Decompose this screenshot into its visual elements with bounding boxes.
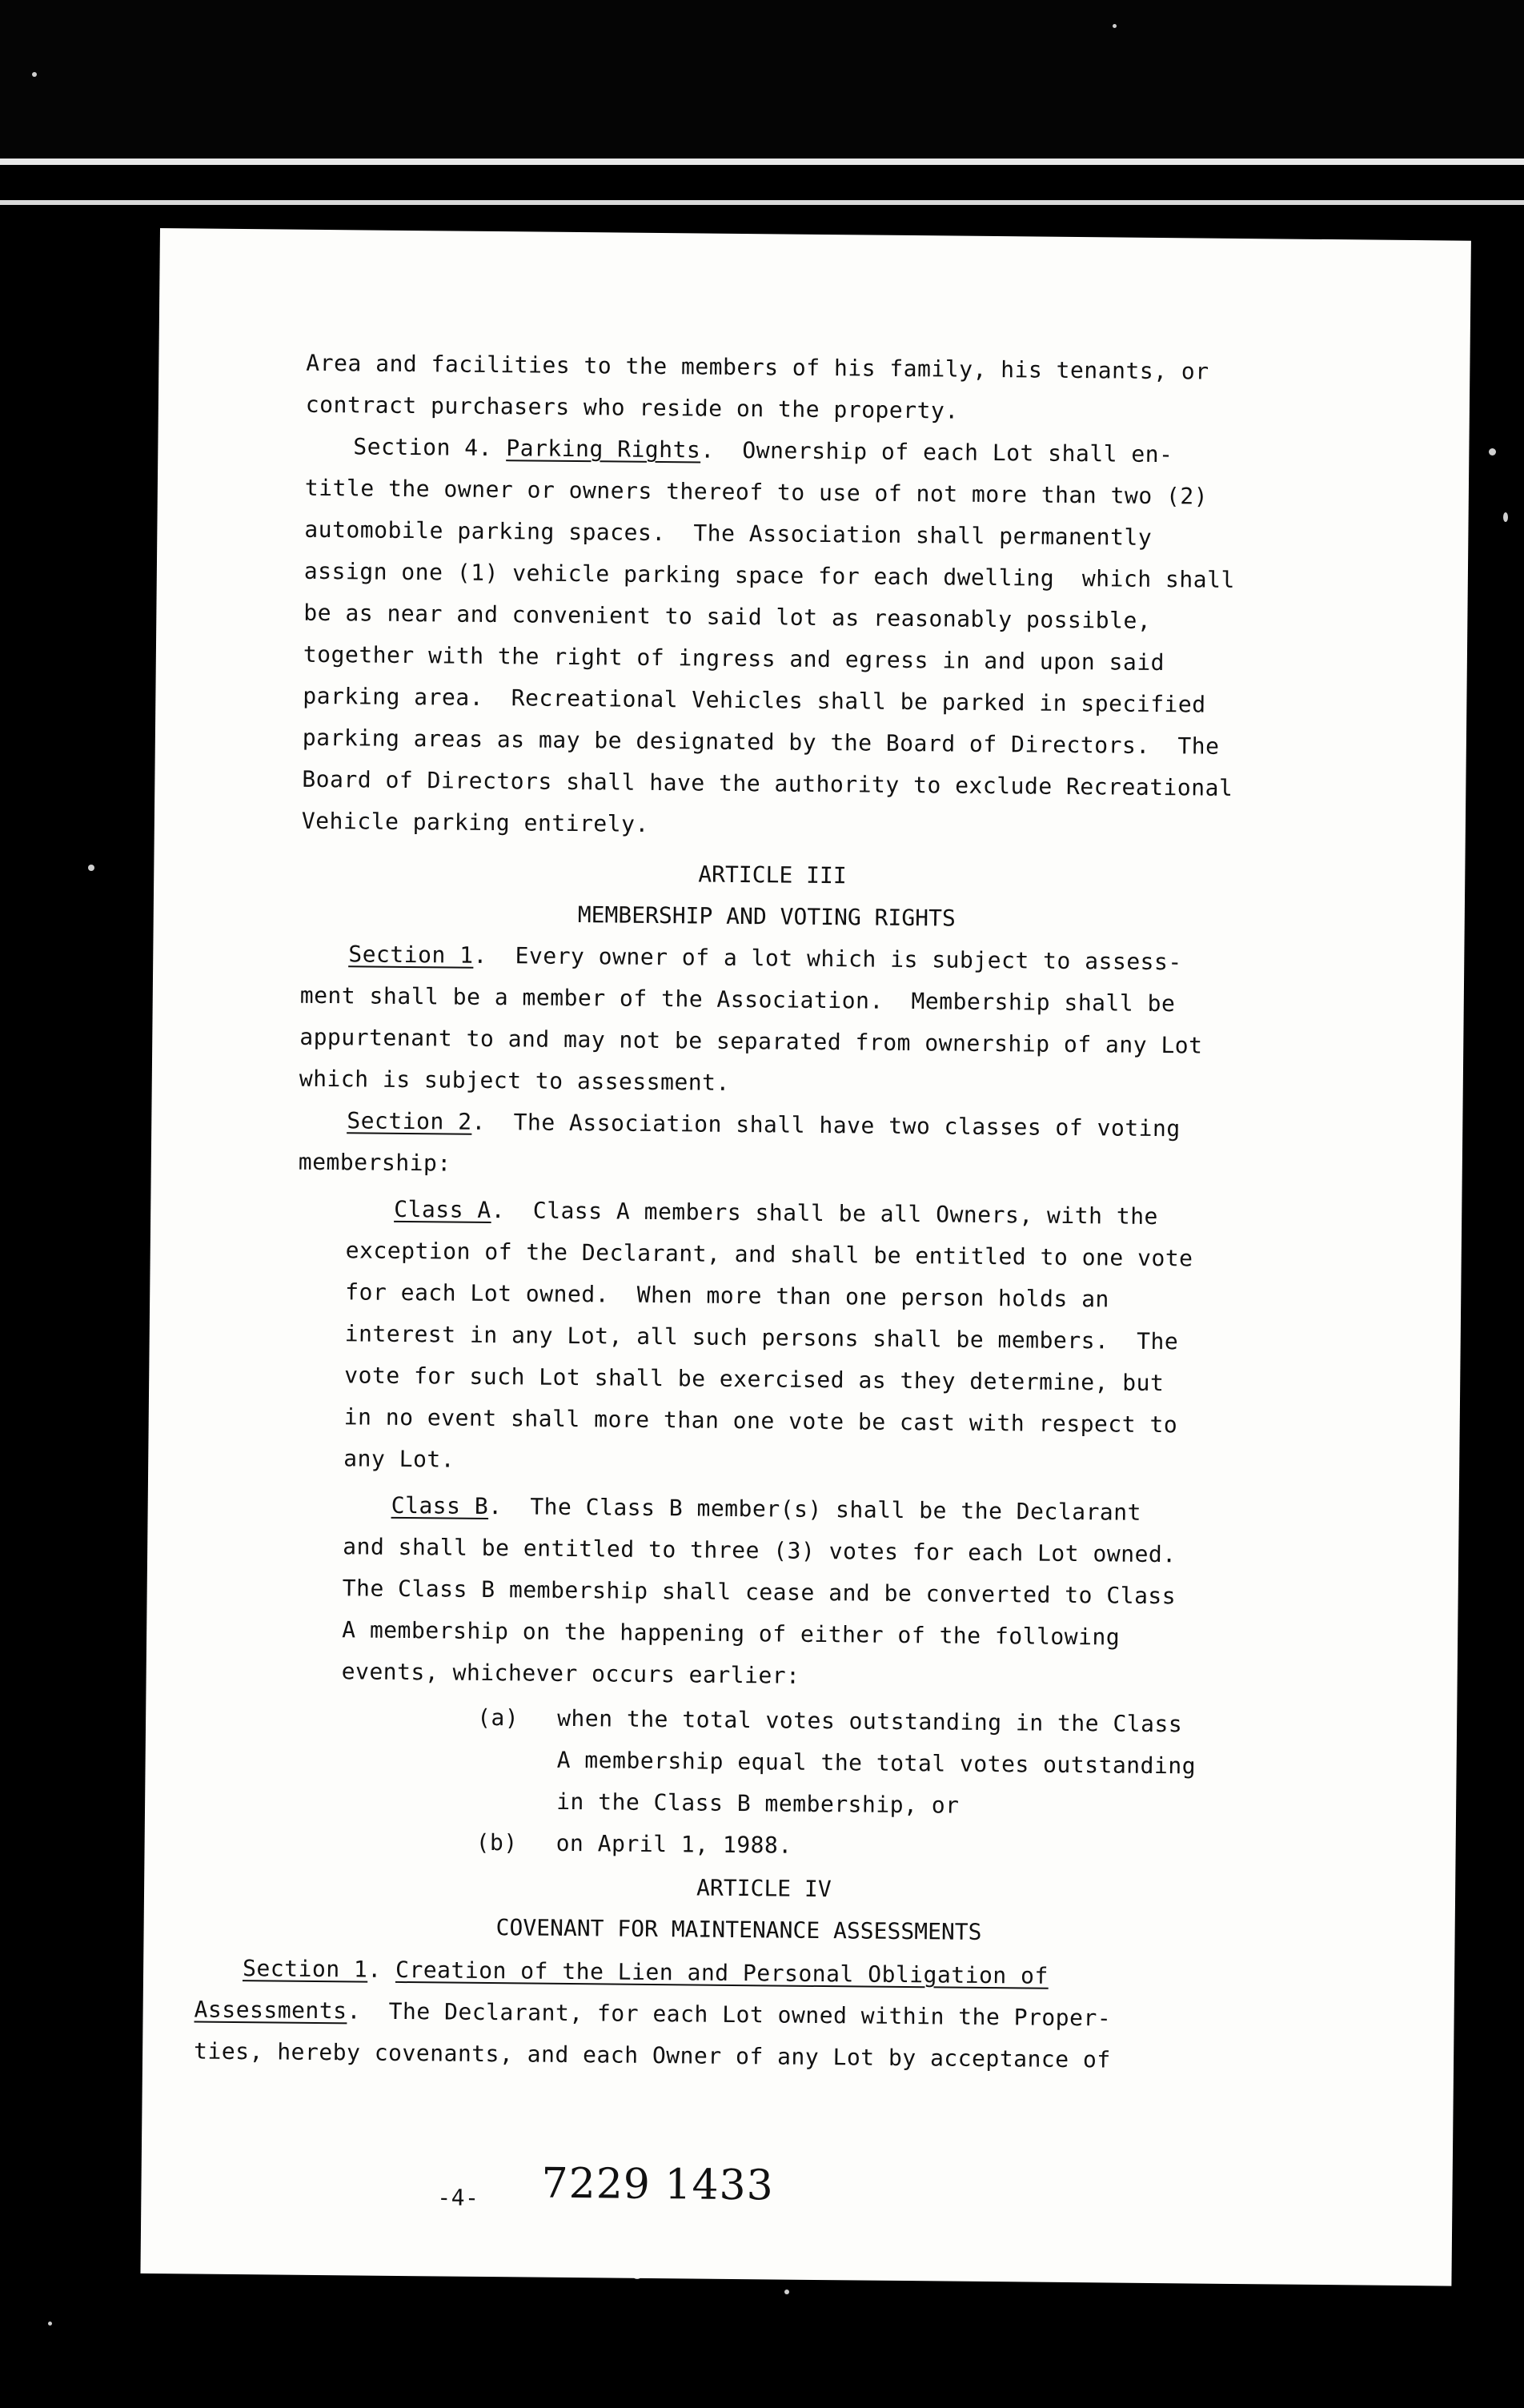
article-4-section-1-dot: . (367, 1956, 382, 1983)
body-line: membership: (298, 1148, 451, 1177)
scan-speck (48, 2322, 52, 2326)
scan-speck (1489, 448, 1496, 456)
scan-speck (1113, 24, 1117, 28)
article-3-title: ARTICLE III (698, 861, 847, 889)
article-4-section-1-first-line (243, 1955, 1049, 1989)
article-3-section-2-heading: Section 2 (347, 1107, 472, 1135)
scan-speck (32, 72, 37, 77)
body-line: Area and facilities to the members of his family, his tenants, or (306, 349, 1209, 385)
article-4-section-1-label: Section 1 (242, 1955, 368, 1983)
body-line: exception of the Declarant, and shall be entitled to one vote (345, 1237, 1193, 1272)
list-item-line: A membership equal the total votes outstanding (556, 1746, 1197, 1780)
document-page (140, 228, 1470, 2286)
body-line: ties, hereby covenants, and each Owner of any Lot by acceptance of (193, 2037, 1111, 2073)
page-number: -4- (437, 2184, 479, 2211)
class-b-heading: Class B (391, 1491, 489, 1520)
scan-speck (88, 865, 94, 871)
section-4-label: Section 4. (353, 433, 493, 461)
section-4-heading: Parking Rights (506, 435, 701, 464)
section-4-text: . Ownership of each Lot shall en- (700, 436, 1173, 468)
body-line: interest in any Lot, all such persons shall be members. The (344, 1320, 1179, 1355)
class-a-text: . Class A members shall be all Owners, with the (491, 1197, 1159, 1230)
article-4-subtitle: COVENANT FOR MAINTENANCE ASSESSMENTS (495, 1914, 982, 1945)
body-line: be as near and convenient to said lot as reasonably possible, (303, 599, 1152, 634)
section-4-first-line (353, 433, 1173, 468)
article-3-section-2-text: . The Association shall have two classes of voting (471, 1108, 1181, 1142)
body-line: contract purchasers who reside on the property. (305, 391, 959, 424)
body-line: any Lot. (343, 1445, 455, 1473)
article-4-section-1-second-line (194, 1997, 1111, 2032)
class-b-first-line (391, 1492, 1142, 1526)
document-body (140, 228, 1470, 2286)
body-line: events, whichever occurs earlier: (341, 1658, 800, 1689)
article-3-section-1-first-line (348, 941, 1182, 975)
article-4-title: ARTICLE IV (696, 1874, 832, 1903)
body-line: parking area. Recreational Vehicles shall be parked in specified (303, 682, 1206, 718)
article-4-section-1-heading-cont: Assessments (194, 1996, 347, 2025)
scan-border-top (0, 0, 1524, 160)
article-3-section-1-text: . Every owner of a lot which is subject to assess- (473, 941, 1182, 976)
body-line: parking areas as may be designated by the Board of Directors. The (302, 724, 1220, 760)
list-item-line: in the Class B membership, or (555, 1788, 960, 1819)
body-line: Vehicle parking entirely. (301, 807, 649, 837)
article-3-subtitle: MEMBERSHIP AND VOTING RIGHTS (577, 901, 956, 932)
body-line: in no event shall more than one vote be cast with respect to (343, 1403, 1178, 1439)
body-line: Board of Directors shall have the authority to exclude Recreational (302, 765, 1233, 801)
scan-rule (0, 159, 1524, 165)
article-4-section-1-heading: Creation of the Lien and Personal Obligation of (395, 1956, 1049, 1989)
body-line: The Class B membership shall cease and be converted to Class (342, 1575, 1177, 1610)
class-a-first-line (394, 1196, 1158, 1230)
article-3-section-2-first-line (347, 1107, 1181, 1142)
scan-speck (784, 2290, 789, 2294)
body-line: which is subject to assessment. (299, 1065, 731, 1096)
body-line: A membership on the happening of either of the following (342, 1616, 1121, 1651)
list-item-line: on April 1, 1988. (555, 1829, 792, 1859)
body-line: assign one (1) vehicle parking space for each dwelling which shall (303, 557, 1235, 593)
scan-rule (0, 200, 1524, 205)
body-line: ment shall be a member of the Association. Membership shall be (299, 981, 1176, 1017)
article-4-section-1-text: . The Declarant, for each Lot owned within the Proper- (347, 1997, 1112, 2032)
body-line: for each Lot owned. When more than one person holds an (345, 1278, 1110, 1313)
body-line: title the owner or owners thereof to use of not more than two (2) (304, 474, 1209, 510)
class-b-text: . The Class B member(s) shall be the Declarant (488, 1493, 1142, 1526)
body-line: automobile parking spaces. The Association shall permanently (304, 516, 1153, 551)
body-line: together with the right of ingress and egress in and upon said (303, 640, 1165, 676)
body-line: appurtenant to and may not be separated from ownership of any Lot (299, 1023, 1203, 1059)
list-item-label: (b) (475, 1828, 518, 1856)
document-number: 7229 1433 (541, 2159, 775, 2210)
list-item-line: when the total votes outstanding in the Class (556, 1704, 1183, 1738)
class-a-heading: Class A (394, 1195, 491, 1224)
body-line: vote for such Lot shall be exercised as they determine, but (344, 1362, 1165, 1397)
article-3-section-1-heading: Section 1 (348, 941, 474, 969)
scan-speck (1503, 512, 1508, 522)
body-line: and shall be entitled to three (3) votes for each Lot owned. (343, 1533, 1177, 1568)
list-item-label: (a) (477, 1704, 519, 1732)
